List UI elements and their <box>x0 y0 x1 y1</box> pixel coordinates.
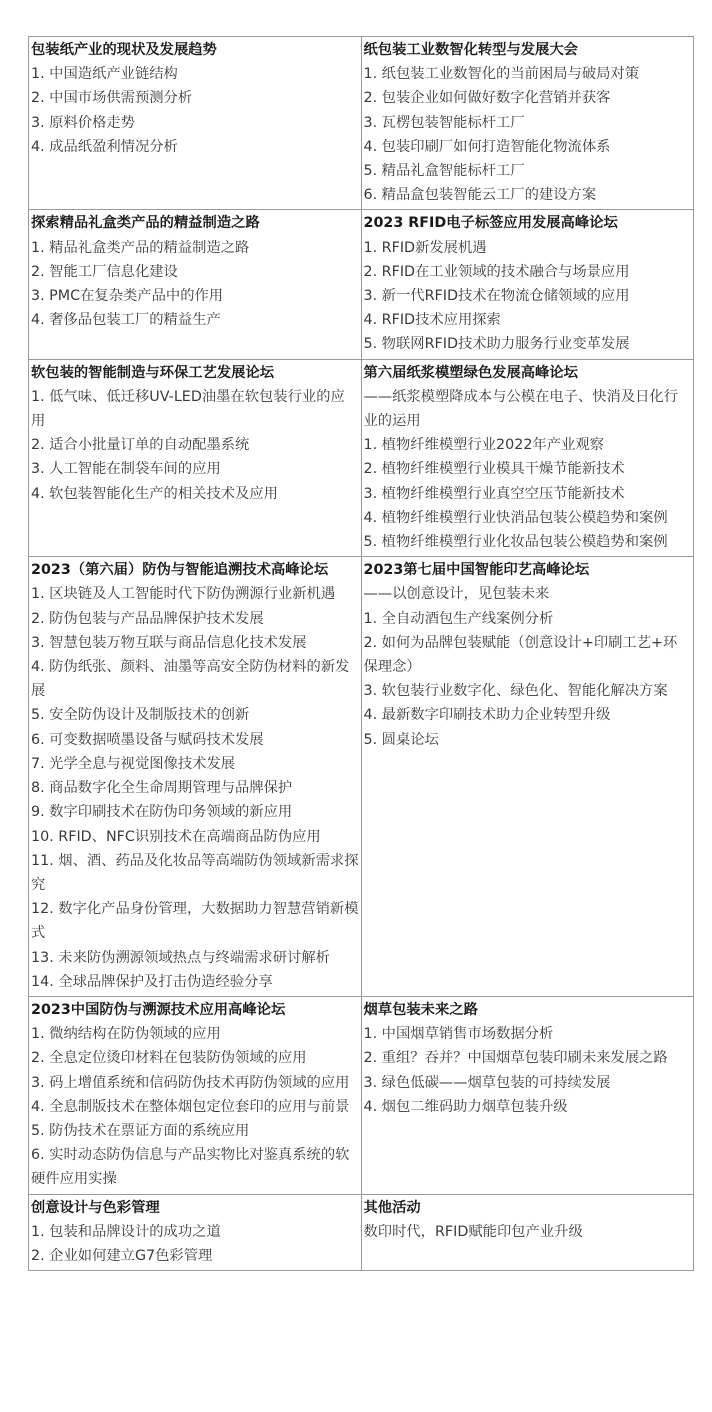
agenda-item: 2. 重组？吞并？中国烟草包装印刷未来发展之路 <box>363 1050 668 1067</box>
agenda-item: 2. 企业如何建立G7色彩管理 <box>31 1247 213 1264</box>
agenda-item: 12. 数字化产品身份管理，大数据助力智慧营销新模式 <box>31 901 359 942</box>
agenda-item: 11. 烟、酒、药品及化妆品等高端防伪领域新需求探究 <box>31 852 359 893</box>
forum-title: 软包装的智能制造与环保工艺发展论坛 <box>31 364 275 381</box>
forum-title: 创意设计与色彩管理 <box>31 1199 160 1216</box>
agenda-item: 2. 中国市场供需预测分析 <box>31 90 193 107</box>
forum-cell <box>361 996 694 1194</box>
forum-cell <box>29 1194 362 1271</box>
forum-cell <box>29 37 362 210</box>
agenda-item: 5. 安全防伪设计及制版技术的创新 <box>31 707 250 724</box>
agenda-item: 2. 全息定位烫印材料在包装防伪领域的应用 <box>31 1050 307 1067</box>
forum-cell <box>361 359 694 557</box>
table-row <box>29 210 694 359</box>
agenda-item: 1. RFID新发展机遇 <box>363 239 487 256</box>
agenda-item: 4. 最新数字印刷技术助力企业转型升级 <box>363 707 611 724</box>
forum-cell <box>29 996 362 1194</box>
forum-table <box>28 36 694 1271</box>
forum-cell <box>361 557 694 997</box>
agenda-item: 3. 新一代RFID技术在物流仓储领域的应用 <box>363 288 630 305</box>
forum-title: 包装纸产业的现状及发展趋势 <box>31 42 217 58</box>
agenda-item: 3. 软包装行业数字化、绿色化、智能化解决方案 <box>363 683 668 700</box>
table-row <box>29 37 694 210</box>
forum-subtitle: ——纸浆模塑降成本与公模在电子、快消及日化行业的运用 <box>363 388 679 430</box>
agenda-item: 2. 适合小批量订单的自动配墨系统 <box>31 437 250 454</box>
agenda-item: 2. 智能工厂信息化建设 <box>31 263 178 280</box>
table-row <box>29 557 694 997</box>
agenda-item: 3. 原料价格走势 <box>31 114 135 131</box>
agenda-item: 5. 物联网RFID技术助力服务行业变革发展 <box>363 336 630 353</box>
forum-title: 第六届纸浆模塑绿色发展高峰论坛 <box>363 364 578 381</box>
table-row <box>29 359 694 557</box>
forum-title: 纸包装工业数智化转型与发展大会 <box>363 42 578 58</box>
agenda-item: 1. 低气味、低迁移UV-LED油墨在软包装行业的应用 <box>31 388 345 430</box>
agenda-item: 9. 数字印刷技术在防伪印务领域的新应用 <box>31 804 293 821</box>
forum-cell <box>29 557 362 997</box>
forum-subtitle: ——以创意设计，见包装未来 <box>363 586 550 603</box>
agenda-item: 4. 烟包二维码助力烟草包装升级 <box>363 1098 568 1115</box>
forum-title: 2023中国防伪与溯源技术应用高峰论坛 <box>31 1001 286 1018</box>
agenda-item: 2. 如何为品牌包装赋能（创意设计+印刷工艺+环保理念） <box>363 634 678 676</box>
agenda-item: 3. PMC在复杂类产品中的作用 <box>31 288 224 305</box>
agenda-item: 6. 精品盒包装智能云工厂的建设方案 <box>363 187 597 204</box>
agenda-item: 4. 包装印刷厂如何打造智能化物流体系 <box>363 138 611 155</box>
agenda-item: 1. 中国烟草销售市场数据分析 <box>363 1026 554 1043</box>
agenda-item: 10. RFID、NFC识别技术在高端商品防伪应用 <box>31 828 321 845</box>
agenda-item: 3. 绿色低碳——烟草包装的可持续发展 <box>363 1074 611 1091</box>
agenda-item: 13. 未来防伪溯源领域热点与终端需求研讨解析 <box>31 949 330 966</box>
agenda-item: 6. 可变数据喷墨设备与赋码技术发展 <box>31 731 264 748</box>
forum-title: 其他活动 <box>363 1199 421 1216</box>
forum-cell <box>29 359 362 557</box>
agenda-item: 1. 中国造纸产业链结构 <box>31 66 178 83</box>
agenda-item: 1. 微纳结构在防伪领域的应用 <box>31 1026 221 1043</box>
agenda-item: 1. 精品礼盒类产品的精益制造之路 <box>31 239 250 256</box>
agenda-item: 4. 全息制版技术在整体烟包定位套印的应用与前景 <box>31 1098 350 1115</box>
agenda-item: 7. 光学全息与视觉图像技术发展 <box>31 755 236 772</box>
agenda-item: 3. 人工智能在制袋车间的应用 <box>31 461 221 478</box>
forum-cell <box>29 210 362 359</box>
agenda-item: 4. 软包装智能化生产的相关技术及应用 <box>31 485 278 502</box>
agenda-item: 2. RFID在工业领域的技术融合与场景应用 <box>363 263 630 280</box>
agenda-item: 4. RFID技术应用探索 <box>363 312 501 329</box>
forum-title: 2023（第六届）防伪与智能追溯技术高峰论坛 <box>31 562 329 579</box>
agenda-item: 1. 植物纤维模塑行业2022年产业观察 <box>363 437 604 454</box>
agenda-item: 3. 瓦楞包装智能标杆工厂 <box>363 114 525 131</box>
agenda-item: 5. 植物纤维模塑行业化妆品包装公模趋势和案例 <box>363 534 668 551</box>
agenda-item: 1. 区块链及人工智能时代下防伪溯源行业新机遇 <box>31 586 336 603</box>
agenda-item: 1. 纸包装工业数智化的当前困局与破局对策 <box>363 66 640 83</box>
agenda-item: 3. 码上增值系统和信码防伪技术再防伪领域的应用 <box>31 1074 350 1091</box>
forum-cell <box>361 1194 694 1271</box>
forum-cell <box>361 210 694 359</box>
agenda-item: 4. 成品纸盈利情况分析 <box>31 138 178 155</box>
agenda-item: 数印时代，RFID赋能印包产业升级 <box>363 1223 583 1240</box>
forum-title: 2023第七届中国智能印艺高峰论坛 <box>363 562 590 579</box>
agenda-item: 5. 圆桌论坛 <box>363 731 439 748</box>
agenda-item: 1. 包装和品牌设计的成功之道 <box>31 1223 221 1240</box>
forum-title: 2023 RFID电子标签应用发展高峰论坛 <box>363 215 618 232</box>
agenda-item: 14. 全球品牌保护及打击伪造经验分享 <box>31 973 273 990</box>
agenda-item: 8. 商品数字化全生命周期管理与品牌保护 <box>31 780 293 797</box>
forum-title: 探索精品礼盒类产品的精益制造之路 <box>31 215 260 232</box>
table-row <box>29 996 694 1194</box>
agenda-item: 5. 精品礼盒智能标杆工厂 <box>363 163 525 180</box>
table-row <box>29 1194 694 1271</box>
agenda-item: 5. 防伪技术在票证方面的系统应用 <box>31 1122 250 1139</box>
agenda-item: 4. 防伪纸张、颜料、油墨等高安全防伪材料的新发展 <box>31 659 350 700</box>
agenda-item: 4. 奢侈品包装工厂的精益生产 <box>31 312 221 329</box>
agenda-item: 2. 防伪包装与产品品牌保护技术发展 <box>31 610 264 627</box>
agenda-item: 3. 智慧包装万物互联与商品信息化技术发展 <box>31 634 307 651</box>
agenda-item: 2. 包装企业如何做好数字化营销并获客 <box>363 90 611 107</box>
agenda-item: 2. 植物纤维模塑行业模具干燥节能新技术 <box>363 461 625 478</box>
agenda-item: 6. 实时动态防伪信息与产品实物比对鉴真系统的软硬件应用实操 <box>31 1147 350 1188</box>
agenda-item: 1. 全自动酒包生产线案例分析 <box>363 610 554 627</box>
agenda-item: 3. 植物纤维模塑行业真空空压节能新技术 <box>363 485 625 502</box>
forum-title: 烟草包装未来之路 <box>363 1001 478 1018</box>
agenda-item: 4. 植物纤维模塑行业快消品包装公模趋势和案例 <box>363 509 668 526</box>
forum-cell <box>361 37 694 210</box>
